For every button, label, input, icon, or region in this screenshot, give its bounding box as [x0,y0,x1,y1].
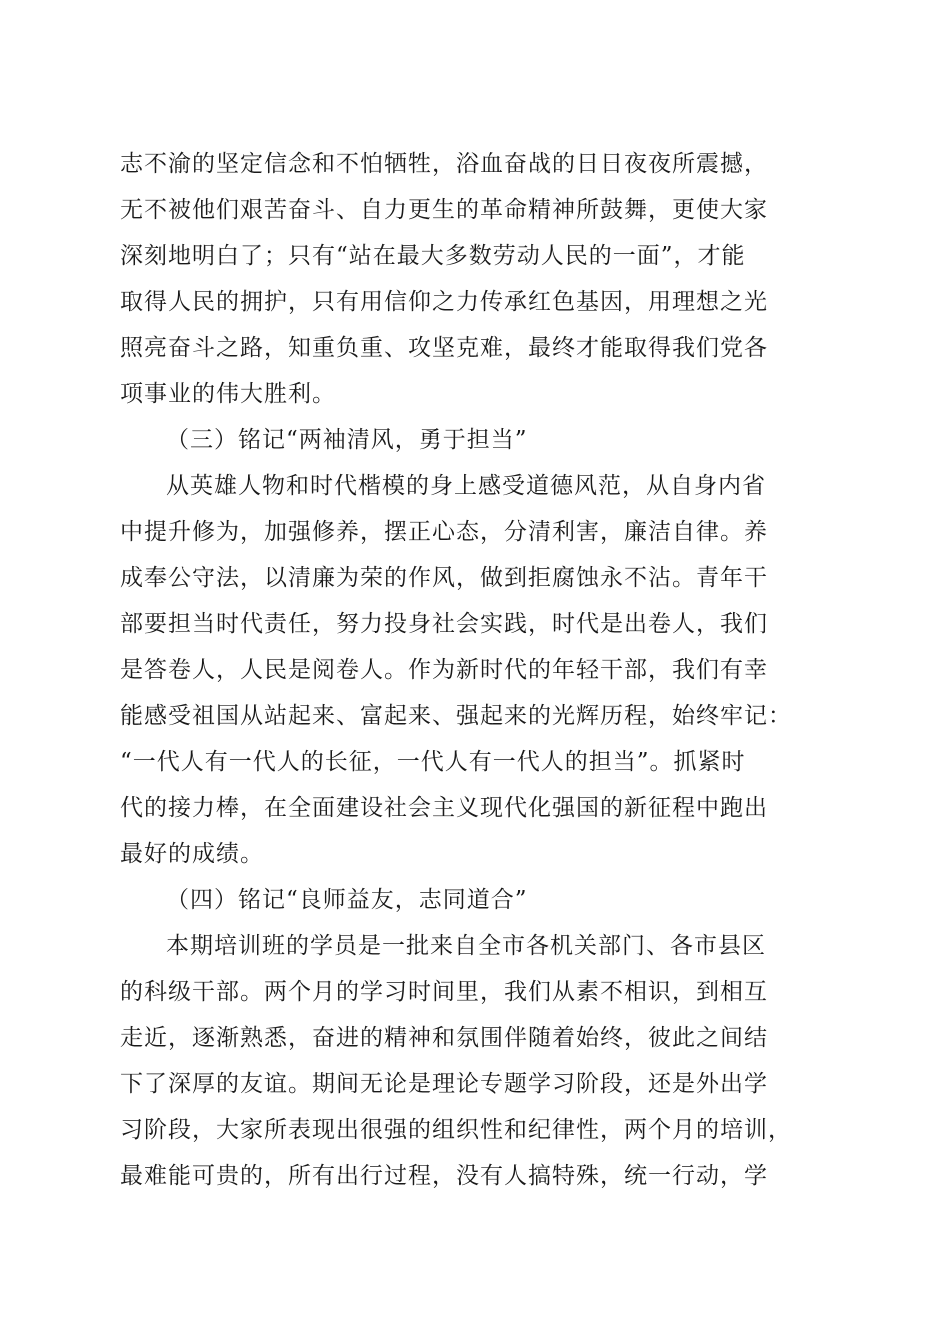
text-line: “一代人有一代人的长征，一代人有一代人的担当”。抓紧时 [120,749,746,775]
section-heading-3: （三）铭记“两袖清风，勇于担当” [166,427,528,453]
text-line: 下了深厚的友谊。期间无论是理论专题学习阶段，还是外出学 [120,1071,768,1097]
text-line: 成奉公守法，以清廉为荣的作风，做到拒腐蚀永不沾。青年干 [120,565,768,591]
text-line: 照亮奋斗之路，知重负重、攻坚克难，最终才能取得我们党各 [120,335,768,361]
text-line: 无不被他们艰苦奋斗、自力更生的革命精神所鼓舞，更使大家 [120,197,768,223]
text-line: 最好的成绩。 [120,841,264,867]
text-line: 最难能可贵的，所有出行过程，没有人搞特殊，统一行动，学 [120,1163,768,1189]
text-line: 部要担当时代责任，努力投身社会实践，时代是出卷人，我们 [120,611,768,637]
paragraph-first-line: 从英雄人物和时代楷模的身上感受道德风范，从自身内省 [166,473,766,499]
text-line: 志不渝的坚定信念和不怕牺牲，浴血奋战的日日夜夜所震撼， [120,151,768,177]
text-line: 取得人民的拥护，只有用信仰之力传承红色基因，用理想之光 [120,289,768,315]
section-heading-4: （四）铭记“良师益友，志同道合” [166,887,528,913]
text-line: 习阶段，大家所表现出很强的组织性和纪律性，两个月的培训， [120,1117,792,1143]
text-line: 的科级干部。两个月的学习时间里，我们从素不相识，到相互 [120,979,768,1005]
paragraph-first-line: 本期培训班的学员是一批来自全市各机关部门、各市县区 [166,933,766,959]
text-line: 走近，逐渐熟悉，奋进的精神和氛围伴随着始终，彼此之间结 [120,1025,768,1051]
text-line: 代的接力棒，在全面建设社会主义现代化强国的新征程中跑出 [120,795,768,821]
text-line: 能感受祖国从站起来、富起来、强起来的光辉历程，始终牢记： [120,703,792,729]
text-line: 项事业的伟大胜利。 [120,381,336,407]
text-line: 深刻地明白了；只有“站在最大多数劳动人民的一面”，才能 [120,243,746,269]
document-body [120,141,832,1199]
text-line: 中提升修为，加强修养，摆正心态，分清利害，廉洁自律。养 [120,519,768,545]
text-line: 是答卷人，人民是阅卷人。作为新时代的年轻干部，我们有幸 [120,657,768,683]
